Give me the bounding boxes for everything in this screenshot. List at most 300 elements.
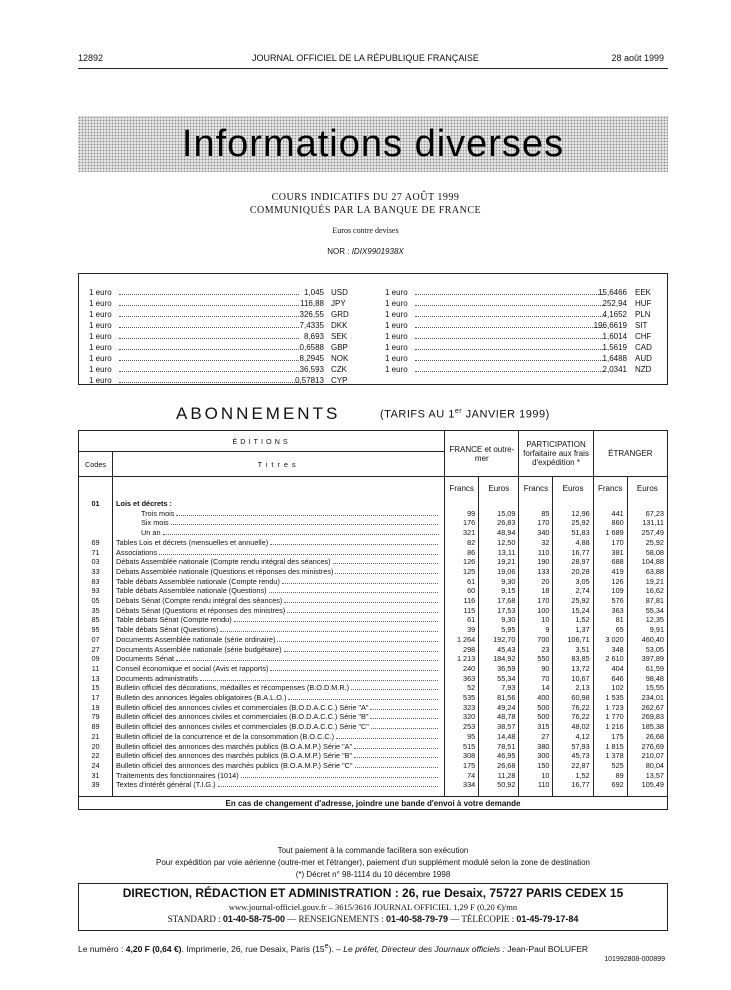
row-title-text: Trois mois [141, 508, 175, 518]
france-francs: 334 [445, 780, 479, 790]
participation-francs: 150 [519, 761, 553, 771]
row-title [113, 567, 445, 577]
dot-leader [277, 635, 438, 642]
etranger-francs: 175 [593, 732, 627, 742]
rate-row [385, 309, 657, 320]
issue-date: 28 août 1999 [611, 53, 664, 63]
participation-euros: 12,96 [553, 509, 593, 519]
participation-euros: 83,85 [553, 654, 593, 664]
rate-row [89, 331, 359, 342]
rate-row [89, 342, 359, 353]
rate-label: 1 euro [385, 332, 408, 341]
participation-francs: 133 [519, 567, 553, 577]
table-row [79, 742, 668, 752]
france-euros: 48,94 [479, 528, 519, 538]
dot-leader [176, 509, 438, 516]
etranger-francs: 65 [593, 625, 627, 635]
dot-leader [370, 703, 438, 710]
row-title-text: Tables Lois et décrets (mensuelles et annuelle) [116, 537, 269, 547]
france-euros: 19,06 [479, 567, 519, 577]
row-title [113, 557, 445, 567]
dot-leader [371, 722, 438, 729]
rate-label: 1 euro [89, 332, 112, 341]
journal-title: JOURNAL OFFICIEL DE LA RÉPUBLIQUE FRANÇAISE [252, 53, 479, 63]
dot-leader [415, 316, 605, 317]
rate-value: 4,1652 [602, 310, 627, 319]
etranger-francs: 89 [593, 771, 627, 781]
row-title-text: Traitements des fonctionnaires (1014) [116, 770, 239, 780]
france-francs: 1 264 [445, 635, 479, 645]
rate-label: 1 euro [385, 288, 408, 297]
row-title-text: Textes d'intérêt général (T.I.G.) [116, 780, 216, 790]
etranger-francs: 1 378 [593, 751, 627, 761]
row-title [113, 712, 445, 722]
participation-francs: 550 [519, 654, 553, 664]
rate-currency: USD [331, 288, 348, 297]
etranger-francs: 102 [593, 683, 627, 693]
page-number: 12892 [78, 53, 104, 63]
rate-label: 1 euro [385, 354, 408, 363]
row-title-text: Conseil économique et social (Avis et rapports) [116, 663, 269, 673]
decree-note: (*) Décret n° 98-1114 du 10 décembre 1998 [295, 870, 451, 879]
france-euros: 17,68 [479, 596, 519, 606]
dot-leader [282, 577, 438, 584]
rate-value: 15,6466 [598, 288, 627, 297]
table-row [79, 499, 668, 509]
table-row [79, 712, 668, 722]
etranger-francs: 81 [593, 615, 627, 625]
france-euros: 192,70 [479, 635, 519, 645]
table-row [79, 625, 668, 635]
table-row [79, 732, 668, 742]
etranger-euros: 276,69 [627, 742, 667, 752]
rate-value: 326,55 [299, 310, 324, 319]
rate-value: 36,593 [299, 365, 324, 374]
france-euros: 50,92 [479, 780, 519, 790]
rate-value: 8,2945 [299, 354, 324, 363]
etranger-euros: 26,68 [627, 732, 667, 742]
etranger-francs: 576 [593, 596, 627, 606]
rate-label: 1 euro [89, 343, 112, 352]
row-code [79, 518, 113, 528]
participation-euros [553, 499, 593, 509]
row-title-text: Bulletin des annonces légales obligatoires (B.A.L.O.) [116, 693, 287, 703]
france-francs: 52 [445, 683, 479, 693]
row-code: 01 [79, 499, 113, 509]
france-francs: 116 [445, 596, 479, 606]
participation-euros: 2,13 [553, 683, 593, 693]
rate-value: 252,94 [602, 299, 627, 308]
row-code: 89 [79, 722, 113, 732]
dot-leader [218, 780, 438, 787]
print-reference: 101992808-000899 [604, 956, 665, 963]
etranger-euros: 460,40 [627, 635, 667, 645]
participation-euros: 16,77 [553, 780, 593, 790]
etranger-euros: 19,21 [627, 577, 667, 587]
table-row [79, 780, 668, 790]
header-euros: Euros [627, 477, 667, 494]
france-euros: 26,68 [479, 761, 519, 771]
participation-francs: 20 [519, 577, 553, 587]
table-row [79, 635, 668, 645]
rate-currency: AUD [635, 354, 652, 363]
participation-euros: 13,72 [553, 664, 593, 674]
table-row [79, 528, 668, 538]
etranger-euros: 25,92 [627, 538, 667, 548]
row-code: 95 [79, 625, 113, 635]
dot-leader [284, 596, 438, 603]
rate-currency: NZD [635, 365, 652, 374]
row-title-text: Bulletin officiel des annonces des marchés publics (B.O.A.M.P.) Série "A" [116, 741, 353, 751]
row-title [113, 615, 445, 625]
etranger-euros: 58,08 [627, 548, 667, 558]
row-title-text: Bulletin officiel des annonces des marchés publics (B.O.A.M.P.) Série "B" [116, 751, 353, 761]
participation-francs: 340 [519, 528, 553, 538]
row-title-text: Bulletin officiel des annonces civiles et commerciales (B.O.D.A.C.C.) Série "B" [116, 712, 369, 722]
rate-currency: CZK [331, 365, 347, 374]
rate-row [89, 375, 359, 386]
rate-value: 196,6619 [593, 321, 627, 330]
row-title-text: Débats Assemblée nationale (Compte rendu intégral des séances) [116, 557, 331, 567]
france-francs [445, 499, 479, 509]
rate-label: 1 euro [385, 321, 408, 330]
row-title [113, 518, 445, 528]
header-codes: Codes [79, 452, 113, 477]
rate-currency: DKK [331, 321, 348, 330]
rate-value: 7,4335 [299, 321, 324, 330]
row-title-text: Table débats Assemblée nationale (Compte rendu) [116, 576, 280, 586]
header-titres: Titres [113, 452, 445, 477]
rate-row [385, 331, 657, 342]
participation-francs: 10 [519, 771, 553, 781]
rate-currency: JPY [331, 299, 346, 308]
france-francs: 125 [445, 567, 479, 577]
etranger-francs [593, 499, 627, 509]
france-euros: 9,15 [479, 586, 519, 596]
rate-currency: GRD [331, 310, 349, 319]
row-code: 11 [79, 664, 113, 674]
rate-label: 1 euro [385, 310, 408, 319]
etranger-euros: 9,91 [627, 625, 667, 635]
dot-leader [119, 371, 299, 372]
row-code: 39 [79, 780, 113, 790]
cours-line-2: COMMUNIQUÉS PAR LA BANQUE DE FRANCE [249, 205, 482, 216]
dot-leader [333, 557, 438, 564]
participation-euros: 45,73 [553, 751, 593, 761]
participation-euros: 106,71 [553, 635, 593, 645]
header-euros: Euros [479, 477, 519, 494]
dot-leader [288, 693, 438, 700]
rate-row [89, 320, 359, 331]
dot-leader [287, 606, 438, 613]
row-title [113, 596, 445, 606]
row-title-text: Table débats Sénat (Compte rendu) [116, 615, 232, 625]
dot-leader [119, 382, 299, 383]
table-row [79, 567, 668, 577]
rate-currency: NOK [331, 354, 349, 363]
etranger-francs: 1 689 [593, 528, 627, 538]
participation-euros: 3,05 [553, 577, 593, 587]
france-francs: 515 [445, 742, 479, 752]
dot-leader [284, 645, 438, 652]
dot-leader [415, 349, 605, 350]
rates-left-column [89, 287, 359, 386]
row-code: 31 [79, 771, 113, 781]
etranger-francs: 126 [593, 577, 627, 587]
participation-euros: 57,93 [553, 742, 593, 752]
row-code: 22 [79, 751, 113, 761]
table-row [79, 548, 668, 558]
exchange-rates-box [78, 273, 668, 385]
france-francs: 298 [445, 645, 479, 655]
etranger-francs: 1 723 [593, 703, 627, 713]
cours-line-1: COURS INDICATIFS DU 27 AOÛT 1999 [271, 192, 460, 203]
row-code: 13 [79, 674, 113, 684]
participation-francs: 170 [519, 518, 553, 528]
france-francs: 240 [445, 664, 479, 674]
etranger-euros: 16,62 [627, 586, 667, 596]
row-title [113, 606, 445, 616]
etranger-francs: 109 [593, 586, 627, 596]
etranger-francs: 381 [593, 548, 627, 558]
header-rule [78, 68, 668, 69]
row-code: 24 [79, 761, 113, 771]
row-title-text: Documents Sénat [116, 654, 175, 664]
row-code: 93 [79, 586, 113, 596]
rate-row [89, 364, 359, 375]
dot-leader [119, 305, 299, 306]
participation-francs: 380 [519, 742, 553, 752]
row-title [113, 586, 445, 596]
participation-francs: 85 [519, 509, 553, 519]
nor-reference [0, 247, 731, 256]
dot-leader [415, 360, 605, 361]
etranger-euros: 269,83 [627, 712, 667, 722]
etranger-euros: 13,57 [627, 771, 667, 781]
france-euros: 11,28 [479, 771, 519, 781]
france-euros: 46,95 [479, 751, 519, 761]
dot-leader [119, 327, 299, 328]
etranger-euros: 80,04 [627, 761, 667, 771]
etranger-francs: 688 [593, 557, 627, 567]
participation-euros: 28,97 [553, 557, 593, 567]
etranger-francs: 363 [593, 606, 627, 616]
rate-row [385, 298, 657, 309]
row-code: 19 [79, 703, 113, 713]
dot-leader [415, 371, 605, 372]
dot-leader [354, 751, 438, 758]
dot-leader [119, 338, 299, 339]
france-francs: 82 [445, 538, 479, 548]
banner-title: Informations diverses [181, 123, 565, 165]
france-francs: 60 [445, 586, 479, 596]
row-title [113, 538, 445, 548]
participation-francs: 190 [519, 557, 553, 567]
row-title-text: Débats Assemblée nationale (Questions et réponses des ministres) [116, 566, 334, 576]
france-francs: 176 [445, 518, 479, 528]
header-euros: Euros [553, 477, 593, 494]
row-code: 33 [79, 567, 113, 577]
france-francs: 1 213 [445, 654, 479, 664]
france-francs: 321 [445, 528, 479, 538]
etranger-francs: 860 [593, 518, 627, 528]
dot-leader [234, 615, 438, 622]
table-row [79, 615, 668, 625]
etranger-francs: 441 [593, 509, 627, 519]
row-title [113, 703, 445, 713]
row-title [113, 780, 445, 790]
dot-leader [370, 712, 438, 719]
etranger-francs: 2 610 [593, 654, 627, 664]
etranger-euros: 87,81 [627, 596, 667, 606]
table-row [79, 596, 668, 606]
participation-francs: 300 [519, 751, 553, 761]
row-title-text: Table débats Assemblée nationale (Questions) [116, 586, 267, 596]
table-row [79, 577, 668, 587]
etranger-euros: 12,35 [627, 615, 667, 625]
table-row [79, 664, 668, 674]
row-code: 17 [79, 693, 113, 703]
dot-leader [159, 548, 438, 555]
table-row [79, 606, 668, 616]
dot-leader [220, 625, 438, 632]
participation-euros: 20,28 [553, 567, 593, 577]
france-francs: 253 [445, 722, 479, 732]
rate-row [385, 364, 657, 375]
rate-value: 2,0341 [602, 365, 627, 374]
dot-leader [171, 518, 438, 525]
row-title [113, 771, 445, 781]
etranger-francs: 419 [593, 567, 627, 577]
dot-leader [119, 316, 299, 317]
participation-francs: 315 [519, 722, 553, 732]
dot-leader [335, 567, 438, 574]
header-francs: Francs [445, 477, 479, 494]
france-euros: 81,56 [479, 693, 519, 703]
participation-euros: 25,92 [553, 518, 593, 528]
rate-currency: PLN [635, 310, 651, 319]
etranger-francs: 525 [593, 761, 627, 771]
row-title-text: Bulletin officiel de la concurrence et de la consommation (B.O.C.C.) [116, 731, 335, 741]
row-title-text: Débats Sénat (Compte rendu intégral des séances) [116, 596, 283, 606]
france-euros: 9,30 [479, 577, 519, 587]
row-title-text: Documents Assemblée nationale (série ordinaire) [116, 634, 276, 644]
row-title [113, 509, 445, 519]
france-francs: 323 [445, 703, 479, 713]
table-row [79, 654, 668, 664]
row-title-text: Six mois [141, 518, 169, 528]
dot-leader [415, 294, 605, 295]
row-title [113, 625, 445, 635]
etranger-euros: 210,07 [627, 751, 667, 761]
header-francs: Francs [519, 477, 553, 494]
rate-currency: EEK [635, 288, 652, 297]
rate-label: 1 euro [385, 365, 408, 374]
etranger-francs: 1 815 [593, 742, 627, 752]
participation-francs: 70 [519, 674, 553, 684]
rate-value: 8,693 [303, 332, 324, 341]
france-euros: 184,92 [479, 654, 519, 664]
france-francs: 61 [445, 577, 479, 587]
france-euros: 13,11 [479, 548, 519, 558]
rate-label: 1 euro [89, 365, 112, 374]
row-title [113, 761, 445, 771]
row-code [79, 509, 113, 519]
participation-euros: 4,88 [553, 538, 593, 548]
dot-leader [354, 742, 438, 749]
header-participation: PARTICIPATION forfaitaire aux frais d'expédition * [519, 431, 593, 477]
dot-leader [119, 349, 299, 350]
address-change-note: En cas de changement d'adresse, joindre une bande d'envoi à votre demande [79, 797, 668, 810]
france-francs: 86 [445, 548, 479, 558]
etranger-euros: 98,48 [627, 674, 667, 684]
row-title-text: Bulletin officiel des décorations, médailles et récompenses (B.O.D.M.R.) [116, 683, 350, 693]
dot-leader [119, 360, 299, 361]
table-row [79, 518, 668, 528]
rate-currency: CAD [635, 343, 652, 352]
row-code: 09 [79, 654, 113, 664]
rate-label: 1 euro [89, 310, 112, 319]
cours-line-3: Euros contre devises [332, 226, 399, 235]
row-title [113, 751, 445, 761]
row-title [113, 732, 445, 742]
rate-label: 1 euro [89, 321, 112, 330]
header-france: FRANCE et outre-mer [445, 431, 519, 477]
france-euros: 26,83 [479, 518, 519, 528]
row-title [113, 674, 445, 684]
etranger-euros: 131,11 [627, 518, 667, 528]
table-row [79, 703, 668, 713]
air-shipping-note: Pour expédition par voie aérienne (outre-mer et l'étranger), paiement d'un supplément modulé selon la zone de destination [156, 858, 590, 867]
etranger-euros: 185,38 [627, 722, 667, 732]
france-francs: 99 [445, 509, 479, 519]
rate-value: 1,5619 [602, 343, 627, 352]
row-code [79, 528, 113, 538]
row-title [113, 528, 445, 538]
row-title [113, 577, 445, 587]
rate-label: 1 euro [89, 288, 112, 297]
dot-leader [270, 664, 438, 671]
table-row [79, 538, 668, 548]
rate-label: 1 euro [89, 376, 112, 385]
participation-euros: 3,51 [553, 645, 593, 655]
participation-francs: 90 [519, 664, 553, 674]
rate-currency: SEK [331, 332, 348, 341]
row-code: 20 [79, 742, 113, 752]
etranger-euros: 67,23 [627, 509, 667, 519]
rate-currency: GBP [331, 343, 348, 352]
france-francs: 308 [445, 751, 479, 761]
participation-francs: 27 [519, 732, 553, 742]
participation-francs: 400 [519, 693, 553, 703]
france-euros: 78,51 [479, 742, 519, 752]
row-code: 69 [79, 538, 113, 548]
etranger-euros: 61,59 [627, 664, 667, 674]
participation-euros: 1,37 [553, 625, 593, 635]
table-row [79, 683, 668, 693]
france-francs: 61 [445, 615, 479, 625]
etranger-euros: 63,88 [627, 567, 667, 577]
table-row [79, 557, 668, 567]
table-row [79, 693, 668, 703]
france-francs: 175 [445, 761, 479, 771]
rate-currency: CHF [635, 332, 652, 341]
header-etranger: ÉTRANGER [593, 431, 667, 477]
participation-euros: 16,77 [553, 548, 593, 558]
nor-label: NOR : [327, 247, 350, 256]
france-francs: 535 [445, 693, 479, 703]
rate-currency: CYP [331, 376, 348, 385]
